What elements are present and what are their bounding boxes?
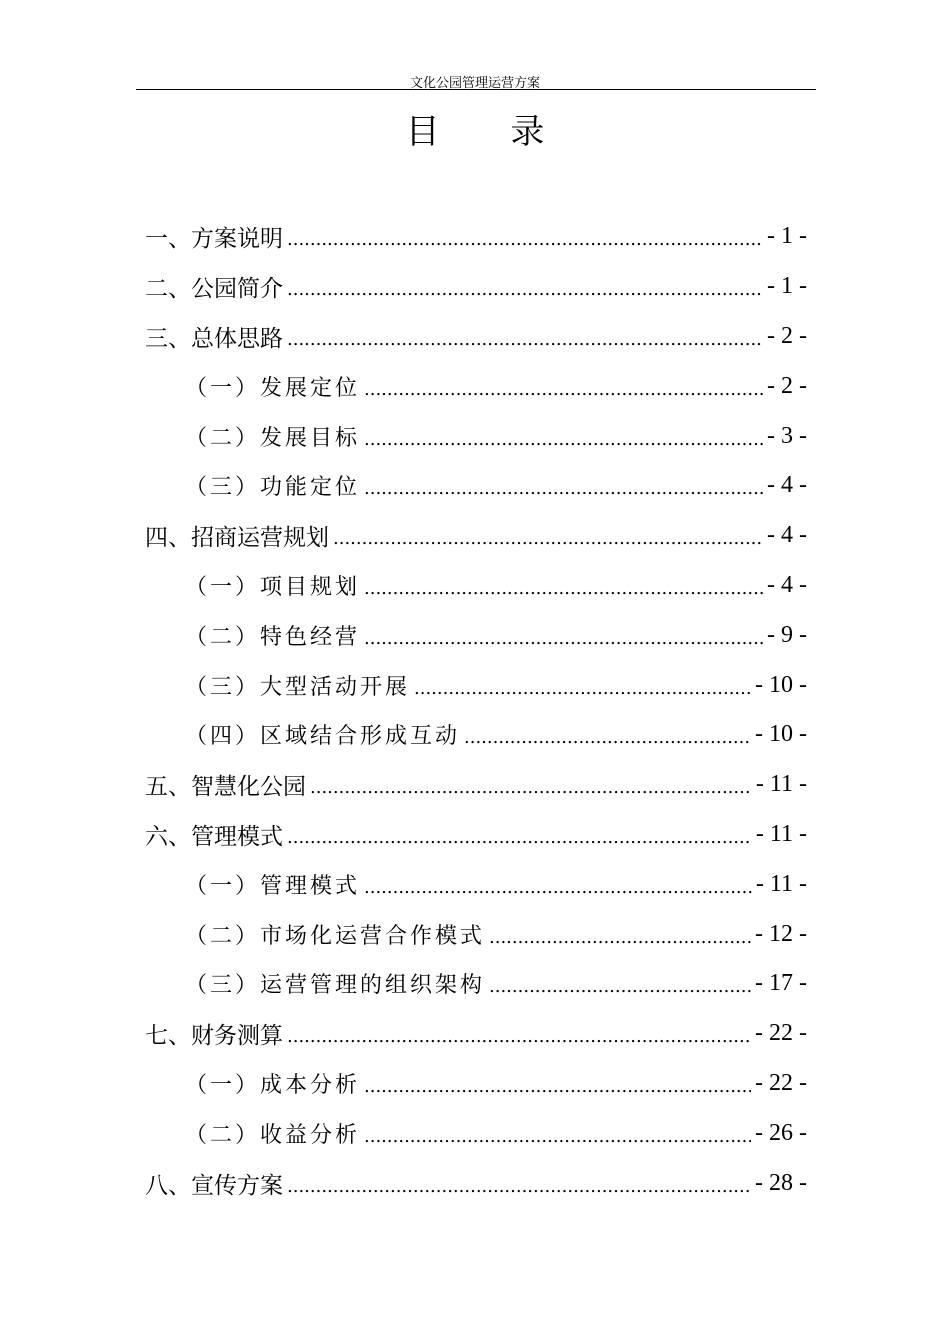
toc-entry-page: - 10 - [755,721,807,748]
toc-entry-label: （一）成本分析 [185,1072,361,1098]
toc-dot-leader [489,927,751,948]
toc-entry-label: 八、宣传方案 [145,1172,283,1199]
toc-entry-page: - 4 - [767,472,807,499]
toc-entry-page: - 1 - [767,223,807,250]
toc-entry-label: （一）管理模式 [185,873,361,899]
toc-dot-leader [364,1126,751,1147]
toc-dot-leader [333,528,763,549]
toc-entry[interactable] [145,1108,807,1158]
toc-entry-label: （四）区域结合形成互动 [185,724,461,750]
toc-entry[interactable] [145,760,807,810]
toc-dot-leader [364,877,752,898]
toc-entry-page: - 4 - [767,522,807,549]
toc-dot-leader [364,429,763,450]
toc-entry-label: 二、公园简介 [145,276,283,303]
toc-dot-leader [287,279,763,300]
toc-entry[interactable] [145,212,807,262]
toc-entry[interactable] [145,312,807,362]
toc-entry[interactable] [145,810,807,860]
toc-entry-label: （三）大型活动开展 [185,674,411,700]
toc-entry-label: 七、财务测算 [145,1023,283,1050]
toc-entry-label: （二）收益分析 [185,1122,361,1148]
toc-entry-page: - 2 - [767,322,807,349]
toc-entry-page: - 2 - [767,372,807,399]
toc-entry[interactable] [145,411,807,461]
toc-title: 目 录 [405,112,575,152]
toc-entry-label: 五、智慧化公园 [145,774,306,801]
toc-dot-leader [364,578,763,599]
toc-entry-page: - 9 - [767,621,807,648]
toc-entry[interactable] [145,959,807,1009]
toc-dot-leader [287,229,763,250]
toc-entry[interactable] [145,461,807,511]
toc-entry-label: （二）特色经营 [185,624,361,650]
toc-entry-page: - 11 - [755,771,807,798]
page-header: 文化公园管理运营方案 [409,76,540,91]
toc-dot-leader [364,628,763,649]
toc-entry-page: - 3 - [767,422,807,449]
toc-dot-leader [287,329,763,350]
toc-entry[interactable] [145,511,807,561]
toc-dot-leader [287,1176,751,1197]
toc-entry-label: 四、招商运营规划 [145,525,329,552]
toc-dot-leader [364,379,763,400]
toc-entry-page: - 4 - [767,571,807,598]
toc-entry-page: - 26 - [755,1119,807,1146]
toc-entry-label: 一、方案说明 [145,226,283,253]
toc-entry-page: - 22 - [755,1020,807,1047]
toc-entry[interactable] [145,262,807,312]
toc-entry-page: - 17 - [755,970,807,997]
toc-dot-leader [489,976,751,997]
toc-entry-label: 六、管理模式 [145,823,283,850]
toc-entry-label: （二）发展目标 [185,425,361,451]
toc-dot-leader [414,678,751,699]
toc-entry[interactable] [145,610,807,660]
toc-entry[interactable] [145,710,807,760]
toc-entry-label: （三）功能定位 [185,475,361,501]
toc-entry-label: 三、总体思路 [145,325,283,352]
toc-entry-label: （二）市场化运营合作模式 [185,923,486,949]
toc-entry[interactable] [145,561,807,611]
toc-entry-page: - 12 - [755,920,807,947]
toc-entry-label: （三）运营管理的组织架构 [185,973,486,999]
toc-entry-page: - 11 - [755,820,807,847]
toc-entry-page: - 11 - [755,870,807,897]
toc-entry[interactable] [145,1158,807,1208]
toc-entry[interactable] [145,1059,807,1109]
toc-dot-leader [464,727,751,748]
toc-entry[interactable] [145,909,807,959]
toc-dot-leader [287,827,752,848]
toc-dot-leader [310,777,752,798]
header-divider [136,89,816,90]
toc-entry-label: （一）发展定位 [185,375,361,401]
toc-entry[interactable] [145,361,807,411]
toc-entry[interactable] [145,1009,807,1059]
toc-dot-leader [364,1076,751,1097]
toc-dot-leader [364,478,763,499]
toc-list [145,212,807,1208]
toc-entry-page: - 10 - [755,671,807,698]
toc-entry-label: （一）项目规划 [185,574,361,600]
toc-dot-leader [287,1026,751,1047]
toc-entry[interactable] [145,660,807,710]
toc-entry-page: - 1 - [767,273,807,300]
toc-entry[interactable] [145,859,807,909]
toc-entry-page: - 28 - [755,1169,807,1196]
toc-entry-page: - 22 - [755,1069,807,1096]
